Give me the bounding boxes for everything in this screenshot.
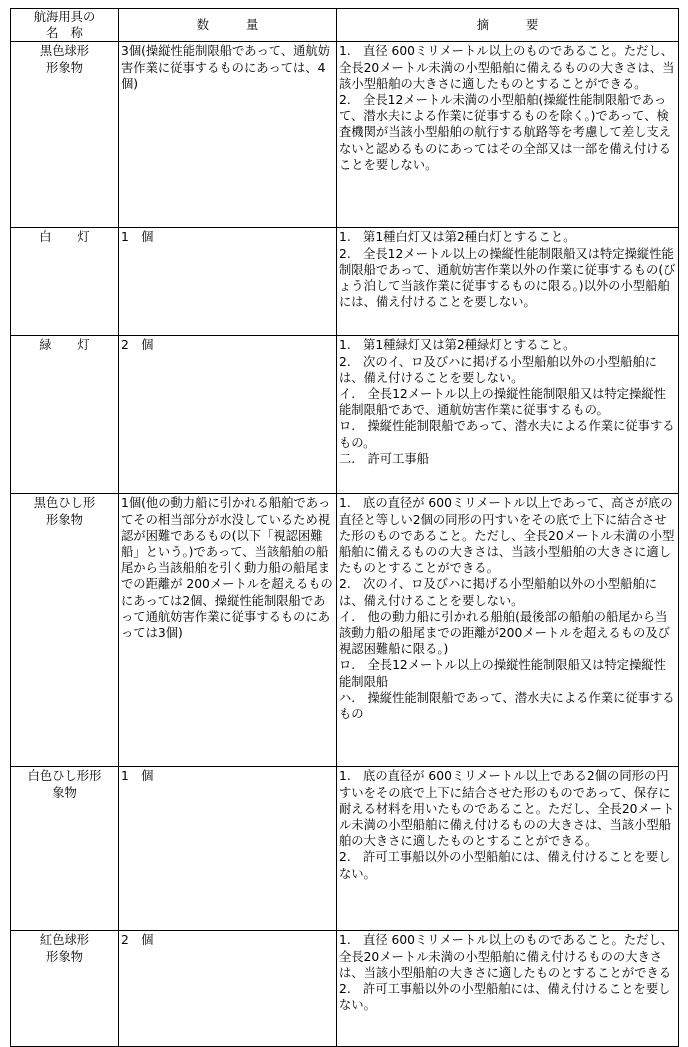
item-name bbox=[11, 931, 119, 1047]
item-name bbox=[11, 767, 119, 931]
item-quantity: 1個(他の動力船に引かれる船舶であってその相当部分が水没しているため視認が困難であるもの(以下「視認困難船」という。)であって、当該船舶の船尾から当該船舶を引く動力船の船尾までの距離が 200メートルを超えるものにあっては2個、操縦性能制限船であって通航妨害作業に従事するものにあっては3個) bbox=[119, 494, 337, 767]
item-name-line2: 形象物 bbox=[46, 60, 83, 75]
table-row bbox=[11, 494, 679, 767]
item-name-part2: 灯 bbox=[77, 338, 90, 353]
header-name bbox=[11, 9, 119, 42]
table-row bbox=[11, 931, 679, 1047]
item-name-line2: 形象物 bbox=[46, 512, 83, 527]
item-name-line1: 紅色球形 bbox=[39, 933, 90, 948]
item-summary: 1. 直径 600ミリメートル以上のものであること。ただし、全長20メートル未満の小型船舶に備えるものの大きさは、当該小型船舶の大きさに適したものとすることができる。 2. 全長12メートル未満の小型船舶(操縦性能制限船であって、潜水夫による作業に従事するものを除く。)であって、検査機関が当該小型船舶の航行する航路等を考慮して差し支えないと認めるものにあってはその全部又は一部を備え付けることを要しない。 bbox=[337, 42, 679, 228]
item-name-part1: 白 bbox=[39, 230, 52, 245]
item-name-part1: 緑 bbox=[39, 338, 52, 353]
item-name bbox=[11, 228, 119, 336]
item-name-line1: 白色ひし形形 bbox=[27, 769, 102, 784]
item-quantity: 1 個 bbox=[119, 228, 337, 336]
table-row bbox=[11, 767, 679, 931]
header-name-line2: 名 称 bbox=[46, 26, 83, 41]
item-summary: 1. 第1種白灯又は第2種白灯とすること。 2. 全長12メートル以上の操縦性能制限船又は特定操縦性能制限船であって、通航妨害作業以外の作業に従事するもの(びょう泊して当該作業に従事するものに限る。)以外の小型船舶には、備え付けることを要しない。 bbox=[337, 228, 679, 336]
header-quantity: 数 量 bbox=[119, 9, 337, 42]
item-name bbox=[11, 42, 119, 228]
item-name-line2: 形象物 bbox=[46, 949, 83, 964]
header-row bbox=[11, 9, 679, 42]
table-row bbox=[11, 42, 679, 228]
item-summary: 1. 直径 600ミリメートル以上のものであること。ただし、全長20メートル未満の小型船舶に備え付けるものの大きさは、当該小型船舶の大きさに適したものとすることができる 2. 許可工事船以外の小型船舶には、備え付けることを要しない。 bbox=[337, 931, 679, 1047]
item-quantity: 1 個 bbox=[119, 767, 337, 931]
item-name-part2: 灯 bbox=[77, 230, 90, 245]
item-summary: 1. 第1種緑灯又は第2種緑灯とすること。 2. 次のイ、ロ及びハに掲げる小型船舶以外の小型船舶には、備え付けることを要しない。 イ. 全長12メートル以上の操縦性能制限船又は特定操縦性能制限船であで、通航妨害作業に従事するもの。 ロ. 操縦性能制限船であって、潜水夫による作業に従事するもの。 二. 許可工事船 bbox=[337, 336, 679, 494]
table-row bbox=[11, 228, 679, 336]
item-name-line1: 黒色ひし形 bbox=[33, 496, 96, 511]
header-summary: 摘 要 bbox=[337, 9, 679, 42]
item-summary: 1. 底の直径が 600ミリメートル以上である2個の同形の円すいをその底で上下に結合させた形のものであって、保存に耐える材料を用いたものであること。ただし、全長20メートル未満の小型船舶に備え付けるものの大きさは、当該小型船舶の大きさに適したものとすることができる。 2. 許可工事船以外の小型船舶には、備え付けることを要しない。 bbox=[337, 767, 679, 931]
item-name bbox=[11, 336, 119, 494]
item-quantity: 2 個 bbox=[119, 931, 337, 1047]
table-row bbox=[11, 336, 679, 494]
item-quantity: 3個(操縦性能制限船であって、通航妨害作業に従事するものにあっては、4個) bbox=[119, 42, 337, 228]
item-name-line1: 黒色球形 bbox=[39, 44, 90, 59]
item-name bbox=[11, 494, 119, 767]
item-summary: 1. 底の直径が 600ミリメートル以上であって、高さが底の直径と等しい2個の同形の円すいをその底で上下に結合させた形のものであること。ただし、全長20メートル未満の小型船舶に備えるものの大きさは、当該小型船舶の大きさに適したものとすることができる。 2. 次のイ、ロ及びハに掲げる小型船舶以外の小型船舶には、備え付けることを要しない。 イ. 他の動力船に引かれる船舶(最後部の船舶の船尾から当該動力船の船尾までの距離が200メートルを超えるもの及び視認困難船に限る。) ロ. 全長12メートル以上の操縦性能制限船又は特定操縦性能制限船 ハ. 操縦性能制限船であって、潜水夫による作業に従事するもの bbox=[337, 494, 679, 767]
item-quantity: 2 個 bbox=[119, 336, 337, 494]
header-name-line1: 航海用具の bbox=[33, 10, 96, 24]
regulation-table bbox=[10, 8, 679, 1047]
item-name-line2: 象物 bbox=[52, 785, 77, 800]
